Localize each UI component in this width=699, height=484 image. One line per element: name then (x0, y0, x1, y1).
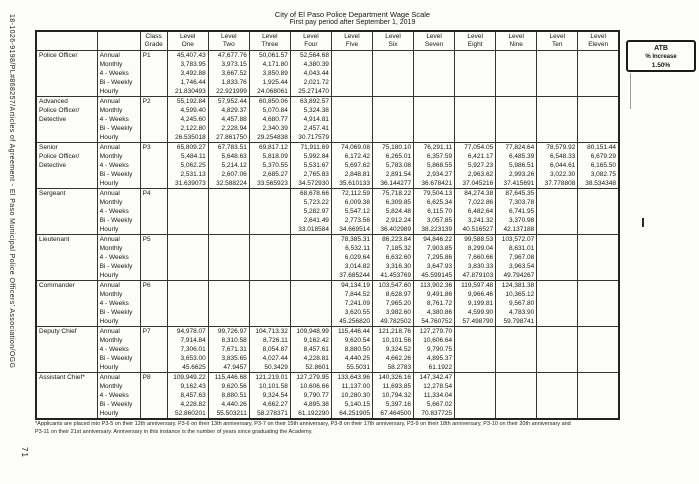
class-grade-cell: P6 (140, 281, 167, 327)
header-level-three: Level Three (249, 31, 290, 51)
rank-name-cell: Lieutenant (36, 235, 97, 281)
wage-values-cell-level-ten (537, 281, 578, 327)
wage-values-cell-level-nine: 124,381.38 10,365.12 9,567.80 4,783.90 59.798741 (496, 281, 537, 327)
wage-values-cell-level-five: 78,385.31 6,532.11 6,029.64 3,014.82 37.685244 (331, 235, 372, 281)
rank-name-cell: Commander (36, 281, 97, 327)
wage-values-cell-level-five (331, 97, 372, 143)
wage-values-cell-level-ten (537, 327, 578, 373)
wage-values-cell-level-eight (455, 373, 496, 420)
document-side-reference-text: 18-1026-9198/PL#868257/Articles of Agreement - El Paso Municipal Police Officers' Association/OGG (8, 14, 15, 369)
rank-group-p1 (36, 51, 619, 97)
wage-values-cell-level-eleven (578, 51, 619, 97)
header-level-five: Level Five (331, 31, 372, 51)
wage-values-cell-level-three (249, 235, 290, 281)
wage-values-cell-level-one: 45,407.43 3,783.95 3,492.88 1,746.44 21.830493 (167, 51, 208, 97)
scan-artifact-mark (642, 218, 644, 227)
header-level-two: Level Two (208, 31, 249, 51)
rank-name-cell: Assistant Chief* (36, 373, 97, 420)
wage-values-cell-level-three: 60,850.06 5,070.84 4,680.77 2,340.39 29.254838 (249, 97, 290, 143)
pay-period-cell: Annual Monthly 4 - Weeks Bi - Weekly Hourly (97, 373, 140, 420)
class-grade-cell: P1 (140, 51, 167, 97)
rank-group-p2 (36, 97, 619, 143)
wage-values-cell-level-three (249, 189, 290, 235)
wage-values-cell-level-seven: 127,279.70 10,606.64 9,790.75 4,895.37 61.1922 (414, 327, 455, 373)
rank-group-p6 (36, 281, 619, 327)
wage-values-cell-level-six: 75,180.10 6,265.01 5,783.08 2,891.54 36.144277 (373, 143, 414, 189)
pay-period-cell: Annual Monthly 4 - Weeks Bi - Weekly Hourly (97, 281, 140, 327)
wage-values-cell-level-six: 86,223.84 7,185.32 6,632.60 3,316.30 41.453769 (373, 235, 414, 281)
wage-values-cell-level-three: 104,713.32 8,726.11 8,054.87 4,027.44 50.3429 (249, 327, 290, 373)
wage-values-cell-level-seven (414, 97, 455, 143)
wage-values-cell-level-four: 68,678.66 5,723.22 5,282.97 2,641.49 33.018584 (290, 189, 331, 235)
wage-values-cell-level-six (373, 51, 414, 97)
pay-period-cell: Annual Monthly 4 - Weeks Bi - Weekly Hourly (97, 235, 140, 281)
wage-values-cell-level-nine: 103,572.07 8,631.01 7,967.08 3,963.54 49.794267 (496, 235, 537, 281)
wage-values-cell-level-seven: 113,902.36 9,491.86 8,761.72 4,380.86 54.760752 (414, 281, 455, 327)
wage-values-cell-level-nine (496, 97, 537, 143)
wage-values-cell-level-nine (496, 373, 537, 420)
wage-values-cell-level-nine: 77,824.64 6,485.39 5,986.51 2,993.26 37.415691 (496, 143, 537, 189)
rank-name-cell: Sergeant (36, 189, 97, 235)
wage-values-cell-level-four: 127,279.95 10,606.66 9,790.77 4,895.38 61.192290 (290, 373, 331, 420)
rank-name-cell: Police Officer (36, 51, 97, 97)
class-grade-cell: P5 (140, 235, 167, 281)
wage-values-cell-level-five: 72,112.59 6,009.38 5,547.12 2,773.56 34.669514 (331, 189, 372, 235)
wage-values-cell-level-six: 140,326.16 11,693.85 10,794.32 5,397.16 67.464500 (373, 373, 414, 420)
table-header-row (36, 31, 619, 51)
wage-values-cell-level-nine (496, 51, 537, 97)
pay-period-cell: Annual Monthly 4 - Weeks Bi - Weekly Hourly (97, 51, 140, 97)
wage-values-cell-level-seven (414, 51, 455, 97)
wage-values-cell-level-seven: 79,504.13 6,625.34 6,115.70 3,057.85 38.223139 (414, 189, 455, 235)
wage-values-cell-level-one: 55,192.84 4,599.40 4,245.60 2,122.80 26.535018 (167, 97, 208, 143)
atb-label: ATB (654, 45, 668, 52)
header-class-grade: Class Grade (140, 31, 167, 51)
rank-name-cell: Advanced Police Officer/ Detective (36, 97, 97, 143)
wage-values-cell-level-four: 63,892.57 5,324.38 4,914.81 2,457.41 30.717579 (290, 97, 331, 143)
wage-values-cell-level-two (208, 281, 249, 327)
page-number: 71 (20, 447, 29, 458)
atb-increase-box (626, 40, 696, 72)
wage-values-cell-level-one: 94,978.07 7,914.84 7,306.01 3,653.00 45.6625 (167, 327, 208, 373)
header-rank-blank (36, 31, 97, 51)
wage-values-cell-level-six (373, 97, 414, 143)
wage-values-cell-level-two (208, 235, 249, 281)
wage-values-cell-level-two: 67,783.51 5,648.63 5,214.12 2,607.06 32.588224 (208, 143, 249, 189)
class-grade-cell: P2 (140, 97, 167, 143)
wage-values-cell-level-four: 71,911.69 5,992.84 5,531.67 2,765.83 34.572930 (290, 143, 331, 189)
wage-values-cell-level-two: 57,952.44 4,829.37 4,457.88 2,228.94 27.861750 (208, 97, 249, 143)
wage-values-cell-level-five: 115,446.44 9,620.54 8,880.50 4,440.25 55.5031 (331, 327, 372, 373)
wage-values-cell-level-nine (496, 327, 537, 373)
wage-values-cell-level-ten (537, 97, 578, 143)
wage-values-cell-level-eight (455, 327, 496, 373)
wage-values-cell-level-six: 121,218.76 10,101.56 9,324.52 4,662.26 58.2783 (373, 327, 414, 373)
rank-group-p3 (36, 143, 619, 189)
wage-values-cell-level-eight: 119,597.48 9,966.46 9,199.81 4,599.90 57.498790 (455, 281, 496, 327)
wage-values-cell-level-eleven: 80,151.44 6,679.29 6,165.50 3,082.75 38.534348 (578, 143, 619, 189)
wage-scale-table (35, 30, 620, 420)
wage-values-cell-level-eleven (578, 97, 619, 143)
rank-group-p8 (36, 373, 619, 420)
wage-values-cell-level-one (167, 189, 208, 235)
atb-value: 1.50% (651, 62, 671, 69)
class-grade-cell: P7 (140, 327, 167, 373)
wage-values-cell-level-four: 109,948.99 9,162.42 8,457.61 4,228.81 52.8601 (290, 327, 331, 373)
wage-values-cell-level-two: 115,446.68 9,620.56 8,880.51 4,440.26 55.503211 (208, 373, 249, 420)
header-level-six: Level Six (373, 31, 414, 51)
pay-period-cell: Annual Monthly 4 - Weeks Bi - Weekly Hourly (97, 327, 140, 373)
pay-period-cell: Annual Monthly 4 - Weeks Bi - Weekly Hourly (97, 189, 140, 235)
wage-values-cell-level-seven: 147,342.47 12,278.54 11,334.04 5,667.02 70.837725 (414, 373, 455, 420)
wage-values-cell-level-eight: 84,274.38 7,022.86 6,482.64 3,241.32 40.516527 (455, 189, 496, 235)
wage-values-cell-level-eleven (578, 189, 619, 235)
class-grade-cell: P8 (140, 373, 167, 420)
pay-period-cell: Annual Monthly 4 - Weeks Bi - Weekly Hourly (97, 143, 140, 189)
wage-values-cell-level-one (167, 281, 208, 327)
wage-values-cell-level-six: 103,547.60 8,628.97 7,965.20 3,982.60 49.782502 (373, 281, 414, 327)
page-subtitle: First pay period after September 1, 2019 (289, 19, 416, 26)
wage-values-cell-level-ten (537, 51, 578, 97)
wage-values-cell-level-three: 69,817.12 5,818.09 5,370.55 2,685.27 33.565923 (249, 143, 290, 189)
footnote-line-1: *Applicants are placed into P3-5 on their 12th anniversary. P3-6 on their 13th anniversary, P3-7 on their 15th anniversary, P3-8 on their 17th anniversary, P3-9 on their 18th anniversary, P3-10 on their 20th anniversary and (35, 421, 571, 427)
pay-period-cell: Annual Monthly 4 - Weeks Bi - Weekly Hourly (97, 97, 140, 143)
wage-values-cell-level-four: 52,564.68 4,380.39 4,043.44 2,021.72 25.271470 (290, 51, 331, 97)
wage-values-cell-level-ten (537, 235, 578, 281)
wage-values-cell-level-five: 133,643.96 11,137.00 10,280.30 5,140.15 64.251905 (331, 373, 372, 420)
wage-values-cell-level-one: 109,949.22 9,162.43 8,457.63 4,228.82 52.860201 (167, 373, 208, 420)
rank-name-cell: Deputy Chief (36, 327, 97, 373)
rank-group-p5 (36, 235, 619, 281)
rank-name-cell: Senior Police Officer/ Detective (36, 143, 97, 189)
wage-values-cell-level-eight (455, 97, 496, 143)
class-grade-cell: P3 (140, 143, 167, 189)
table-body (36, 51, 619, 420)
wage-values-cell-level-four (290, 281, 331, 327)
wage-values-cell-level-three (249, 281, 290, 327)
wage-values-cell-level-two: 99,726.97 8,310.58 7,671.31 3,835.65 47.9457 (208, 327, 249, 373)
wage-values-cell-level-eleven (578, 327, 619, 373)
header-level-eleven: Level Eleven (578, 31, 619, 51)
footnote (35, 420, 695, 436)
wage-values-cell-level-ten (537, 189, 578, 235)
wage-values-cell-level-seven: 94,846.22 7,903.85 7,295.86 3,647.93 45.599145 (414, 235, 455, 281)
wage-values-cell-level-ten (537, 373, 578, 420)
class-grade-cell: P4 (140, 189, 167, 235)
page-title: City of El Paso Police Department Wage Scale (274, 10, 431, 19)
wage-values-cell-level-nine: 87,645.35 7,303.78 6,741.95 3,370.98 42.137188 (496, 189, 537, 235)
wage-values-cell-level-eight (455, 51, 496, 97)
wage-values-cell-level-two (208, 189, 249, 235)
wage-values-cell-level-eleven (578, 281, 619, 327)
rank-group-p7 (36, 327, 619, 373)
scan-artifact-line (630, 73, 631, 109)
footnote-line-2: P3-11 on their 21st anniversary. Anniversary in this instance is the number of years since graduating the Academy. (35, 429, 313, 435)
wage-values-cell-level-five: 74,069.08 6,172.42 5,697.62 2,848.81 35.610133 (331, 143, 372, 189)
wage-values-cell-level-three: 121,219.01 10,101.58 9,324.54 4,662.27 58.278371 (249, 373, 290, 420)
header-level-seven: Level Seven (414, 31, 455, 51)
wage-values-cell-level-seven: 76,291.11 6,357.59 5,868.55 2,934.27 36.678421 (414, 143, 455, 189)
wage-values-cell-level-four (290, 235, 331, 281)
header-level-ten: Level Ten (537, 31, 578, 51)
wage-values-cell-level-ten: 78,579.92 6,548.33 6,044.61 3,022.30 37.778808 (537, 143, 578, 189)
header-period-blank (97, 31, 140, 51)
wage-values-cell-level-three: 50,061.57 4,171.80 3,850.89 1,925.44 24.068061 (249, 51, 290, 97)
header-level-nine: Level Nine (496, 31, 537, 51)
wage-values-cell-level-two: 47,677.76 3,973.15 3,667.52 1,833.76 22.921999 (208, 51, 249, 97)
header-level-eight: Level Eight (455, 31, 496, 51)
wage-values-cell-level-five (331, 51, 372, 97)
wage-values-cell-level-eight: 77,054.05 6,421.17 5,927.23 2,963.62 37.045216 (455, 143, 496, 189)
wage-values-cell-level-five: 94,134.19 7,844.52 7,241.09 3,620.55 45.256820 (331, 281, 372, 327)
atb-sublabel: % Increase (645, 54, 677, 60)
wage-values-cell-level-one (167, 235, 208, 281)
wage-values-cell-level-eleven (578, 373, 619, 420)
wage-values-cell-level-eight: 99,588.53 8,299.04 7,660.66 3,830.33 47.879103 (455, 235, 496, 281)
wage-values-cell-level-six: 75,718.22 6,309.85 5,824.48 2,912.24 36.402989 (373, 189, 414, 235)
header-level-four: Level Four (290, 31, 331, 51)
header-level-one: Level One (167, 31, 208, 51)
wage-values-cell-level-one: 65,809.27 5,484.11 5,062.25 2,531.13 31.639073 (167, 143, 208, 189)
wage-values-cell-level-eleven (578, 235, 619, 281)
rank-group-p4 (36, 189, 619, 235)
